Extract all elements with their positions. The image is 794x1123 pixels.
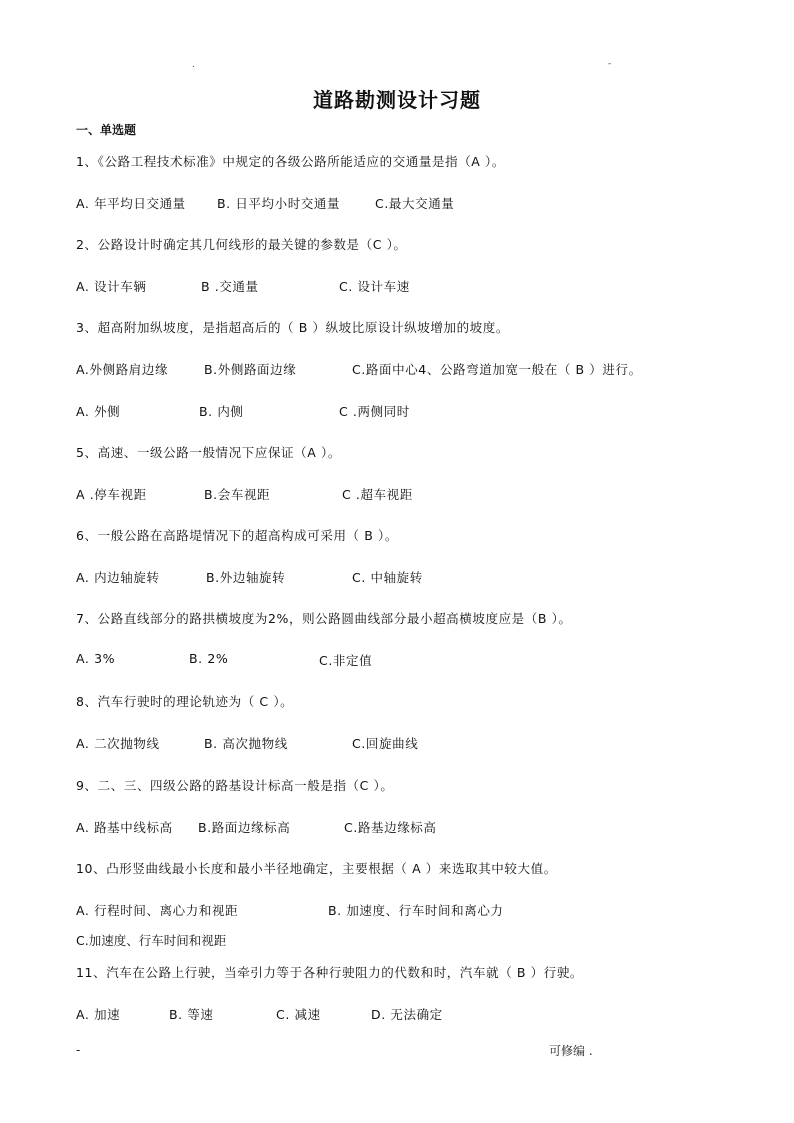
option-6b: B.外边轴旋转 [206, 570, 286, 585]
option-1c: C.最大交通量 [375, 196, 455, 211]
option-9c: C.路基边缘标高 [344, 820, 437, 835]
option-1b: B. 日平均小时交通量 [217, 196, 341, 211]
option-3b: B.外侧路面边缘 [204, 362, 297, 377]
option-4b: B. 内侧 [199, 404, 244, 419]
question-11: 11、汽车在公路上行驶，当牵引力等于各种行驶阻力的代数和时，汽车就（ B ）行驶。 [76, 965, 584, 980]
option-6c: C. 中轴旋转 [352, 570, 423, 585]
option-8c: C.回旋曲线 [352, 736, 419, 751]
option-2a: A. 设计车辆 [76, 279, 147, 294]
header-mark-right: - [608, 59, 612, 69]
option-11a: A. 加速 [76, 1007, 121, 1022]
question-1: 1、《公路工程技术标准》中规定的各级公路所能适应的交通量是指（A ）。 [76, 154, 505, 169]
option-10a: A. 行程时间、离心力和视距 [76, 903, 239, 918]
option-5c: C .超车视距 [342, 487, 413, 502]
header-mark-left: . [192, 60, 195, 70]
option-8a: A. 二次抛物线 [76, 736, 160, 751]
option-10c: C.加速度、行车时间和视距 [76, 933, 227, 948]
question-9: 9、二、三、四级公路的路基设计标高一般是指（C ）。 [76, 778, 394, 793]
option-9b: B.路面边缘标高 [198, 820, 291, 835]
page-title: 道路勘测设计习题 [313, 88, 481, 112]
option-4c: C .两侧同时 [339, 404, 410, 419]
option-11c: C. 减速 [276, 1007, 321, 1022]
option-4a: A. 外侧 [76, 404, 121, 419]
option-5b: B.会车视距 [204, 487, 271, 502]
option-2c: C. 设计车速 [339, 279, 410, 294]
question-6: 6、一般公路在高路堤情况下的超高构成可采用（ B ）。 [76, 528, 398, 543]
option-3c-and-question-4: C.路面中心4、公路弯道加宽一般在（ B ）进行。 [352, 362, 642, 377]
question-10: 10、凸形竖曲线最小长度和最小半径地确定，主要根据（ A ）来选取其中较大值。 [76, 861, 557, 876]
option-10b: B. 加速度、行车时间和离心力 [328, 903, 504, 918]
option-7a: A. 3% [76, 651, 116, 666]
option-5a: A .停车视距 [76, 487, 147, 502]
footer-editable-note: 可修编 . [549, 1044, 593, 1058]
footer-mark-left: - [76, 1043, 81, 1057]
question-2: 2、公路设计时确定其几何线形的最关键的参数是（C ）。 [76, 237, 407, 252]
question-8: 8、汽车行驶时的理论轨迹为（ C ）。 [76, 694, 294, 709]
option-7c: C.非定值 [319, 653, 373, 668]
option-3a: A.外侧路肩边缘 [76, 362, 169, 377]
option-9a: A. 路基中线标高 [76, 820, 173, 835]
option-2b: B .交通量 [201, 279, 259, 294]
question-5: 5、高速、一级公路一般情况下应保证（A ）。 [76, 445, 341, 460]
question-3: 3、超高附加纵坡度，是指超高后的（ B ）纵坡比原设计纵坡增加的坡度。 [76, 320, 509, 335]
section-heading: 一、单选题 [76, 123, 137, 137]
option-7b: B. 2% [189, 651, 229, 666]
option-11d: D. 无法确定 [371, 1007, 443, 1022]
option-6a: A. 内边轴旋转 [76, 570, 160, 585]
question-7: 7、公路直线部分的路拱横坡度为2%，则公路圆曲线部分最小超高横坡度应是（B ）。 [76, 611, 572, 626]
option-11b: B. 等速 [169, 1007, 214, 1022]
option-1a: A. 年平均日交通量 [76, 196, 186, 211]
option-8b: B. 高次抛物线 [204, 736, 288, 751]
